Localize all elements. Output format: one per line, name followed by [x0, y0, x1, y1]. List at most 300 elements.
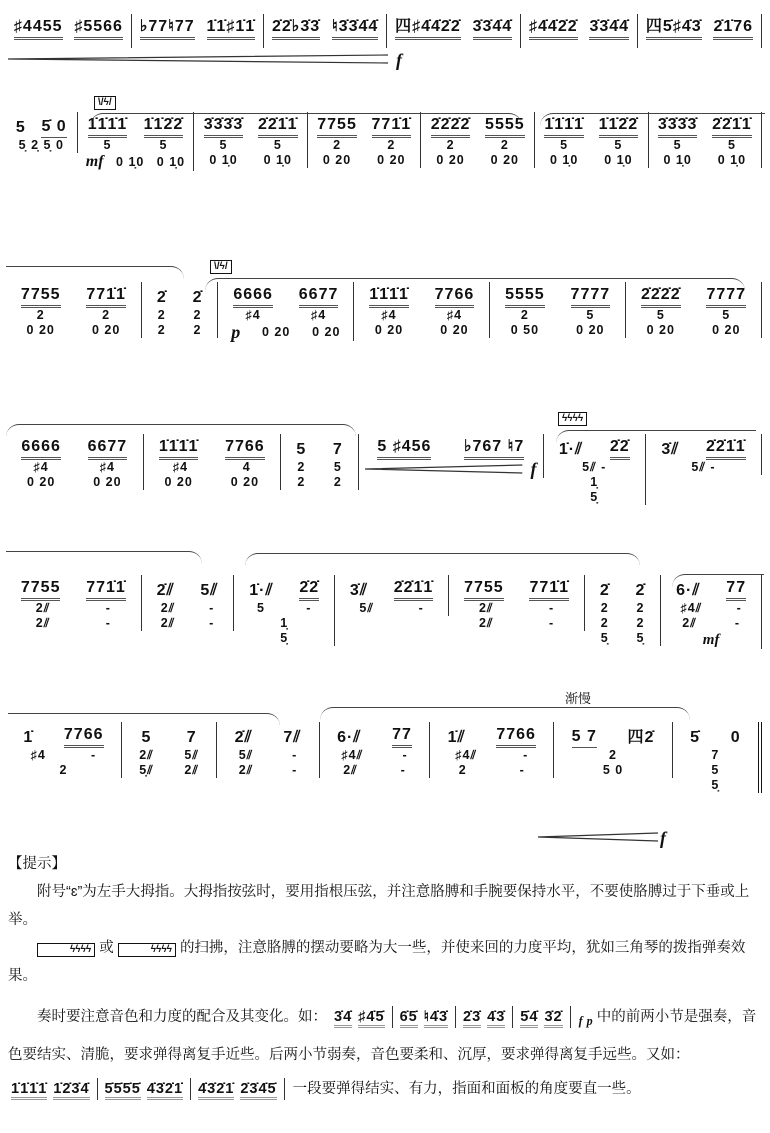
accompaniment-note: 2⫽ [139, 748, 154, 762]
measure [554, 722, 673, 778]
accompaniment-note: 0 1̣0 [604, 153, 633, 167]
measure [122, 722, 217, 778]
note-group: 77 [392, 726, 412, 748]
melody-row [341, 575, 442, 601]
accompaniment-row [560, 763, 666, 778]
melody-row [148, 282, 212, 308]
melody-row [138, 14, 257, 40]
measure [521, 14, 638, 48]
note-group: 7766 [64, 726, 104, 748]
note-group: ♯5566 [74, 18, 123, 40]
accompaniment-note: 0 20 [91, 323, 121, 337]
note-group: 2̇2̇2̇2̇ [641, 286, 681, 308]
tips-section [8, 850, 762, 1106]
accompaniment-note: 0 20 [712, 323, 741, 337]
accompaniment-row [287, 460, 352, 475]
accompaniment-note: ♯4 [310, 308, 327, 322]
accompaniment-note: - [523, 748, 529, 762]
note-group: 3̇3̇3̇3̇ [204, 116, 244, 138]
accompaniment-note: 2 [157, 323, 166, 337]
melody-row [644, 14, 755, 40]
accompaniment-row [150, 475, 275, 490]
melody-row [12, 14, 125, 40]
slur [6, 266, 184, 279]
note-group: 2̇2̇ [299, 579, 319, 601]
measure [6, 434, 144, 490]
note-group: 771̇1̇ [372, 116, 412, 138]
note-group: ♯4455 [14, 18, 63, 40]
accompaniment-row [240, 631, 328, 646]
accompaniment-note: 5 [722, 308, 731, 322]
accompaniment-note: 4 [242, 460, 251, 474]
melody-row [240, 575, 328, 601]
note-group: 7777 [571, 286, 611, 308]
dynamic-forte: f [660, 828, 666, 848]
accompaniment-note: - [418, 601, 424, 615]
note-group: 1̇1̇1̇1̇ [369, 286, 409, 308]
note-group: 1̇·⫽ [249, 582, 274, 599]
accompaniment-row [224, 323, 347, 341]
accompaniment-row [541, 138, 642, 153]
accompaniment-note: 2 [636, 616, 645, 630]
accompaniment-note: 2⫽ [238, 763, 254, 777]
accompaniment-note: 5̣ [590, 490, 599, 504]
note-group: 5 [15, 119, 26, 136]
note-group: 5555 [505, 286, 545, 308]
note-group: 771̇1̇ [86, 286, 126, 308]
note-group: 7 [186, 729, 197, 746]
accompaniment-note: 2 [600, 601, 609, 615]
note-group: 5̇ [690, 729, 701, 746]
accompaniment-note: 2⫽ [682, 616, 697, 630]
tip-sweep [8, 934, 762, 990]
melody-row [12, 282, 135, 308]
note-group: 6677 [88, 438, 128, 460]
accompaniment-note: - [734, 616, 740, 630]
accompaniment-note: 5 [656, 308, 665, 322]
example-note: ♮4̇3̇ [424, 1009, 448, 1028]
accompaniment-note: 5̣⫽ [139, 763, 154, 777]
example-dynamic-forte: f [578, 1013, 583, 1028]
melody-row [270, 14, 380, 40]
accompaniment-note: 2 [102, 308, 111, 322]
accompaniment-row [12, 763, 115, 778]
accompaniment-note: 0 20 [377, 153, 406, 167]
sweep-symbol-box: \/ϟ/ [94, 96, 116, 110]
note-group: 1̇⫽ [447, 729, 466, 746]
accompaniment-row [287, 475, 352, 490]
slur [320, 707, 690, 720]
tip-dynamics-text: 中的前两小节是强奏，音色要结实、清脆，要求弹得离复手近些。后两小节弱奏，音色要柔和、沉厚，要求弹得离复手远些。又如： [8, 1009, 757, 1063]
accompaniment-row [326, 748, 424, 763]
dynamic-forte: f [530, 459, 537, 479]
accompaniment-row [148, 308, 212, 323]
accompaniment-note: 2 [520, 308, 529, 322]
sweep-symbol-box: ϟϟϟϟ [558, 412, 587, 426]
slur [556, 430, 756, 443]
melody-row [560, 722, 666, 748]
note-group: 2̇2̇1̇1̇ [712, 116, 752, 138]
accompaniment-note: - [209, 601, 215, 615]
note-group: 6·⫽ [337, 729, 362, 746]
accompaniment-note: - [736, 601, 742, 615]
note-group: 7755 [317, 116, 357, 138]
example-note: 3̇2̇ [544, 1009, 562, 1028]
measure [430, 722, 554, 778]
accompaniment-row [550, 475, 640, 490]
example-note: 2̇3̇4̇5̇ [240, 1081, 276, 1100]
melody-row [436, 722, 547, 748]
accompaniment-note: ♯4⫽ [341, 748, 364, 762]
accompaniment-note: - [400, 763, 406, 777]
note-group: ♮3̇3̇4̇4̇ [332, 16, 378, 40]
accompaniment-row [679, 778, 752, 793]
note-group: 5 ♯456 [377, 438, 431, 460]
note-group: 2̇2̇1̇1̇ [258, 116, 298, 138]
note-group: 2̇ [635, 582, 646, 599]
note-group: 5 [141, 729, 152, 746]
melody-row [591, 575, 654, 601]
dynamic-mezzo-forte: mf [702, 632, 720, 648]
accompaniment-note: 5 [256, 601, 265, 615]
accompaniment-note: 5⫽ [359, 601, 374, 615]
slur [6, 424, 356, 437]
accompaniment-row [12, 601, 135, 616]
accompaniment-row [150, 460, 275, 475]
accompaniment-row [224, 308, 347, 323]
accompaniment-row [632, 323, 755, 338]
accompaniment-note: 2 [36, 308, 45, 322]
sweep-symbol-box: \/ϟ/ [210, 260, 232, 274]
example-note: ♯4̇5̇ [358, 1009, 384, 1028]
slur [540, 113, 765, 126]
note-group: 7766 [496, 726, 536, 748]
note-group: 1̇1̇1̇1̇ [159, 438, 199, 460]
note-group: 3̇⫽ [661, 441, 680, 458]
accompaniment-note: 0 20 [262, 324, 291, 339]
measure [144, 434, 282, 490]
accompaniment-note: - [292, 763, 298, 777]
accompaniment-note: - [292, 748, 298, 762]
accompaniment-note: ♯4 [99, 460, 115, 474]
accompaniment-note: 5 [614, 138, 623, 152]
melody-row [287, 434, 352, 460]
score-system [6, 14, 762, 48]
accompaniment-row [314, 138, 415, 153]
accompaniment-row [427, 138, 528, 153]
example-note: 5̇4̇ [520, 1009, 538, 1028]
accompaniment-note: 2 [609, 748, 617, 762]
barline [570, 1006, 571, 1028]
barline [97, 1078, 98, 1100]
accompaniment-row [341, 601, 442, 616]
accompaniment-row [541, 153, 642, 168]
accompaniment-row [223, 763, 312, 778]
slur [672, 574, 764, 587]
accompaniment-row [128, 748, 210, 763]
accompaniment-note: 2 [157, 308, 166, 322]
accompaniment-note: 0 20 [576, 323, 605, 337]
accompaniment-row [12, 475, 137, 490]
accompaniment-note: 2 [59, 763, 68, 777]
accompaniment-row [632, 308, 755, 323]
note-group: 1̇·⫽ [558, 441, 584, 458]
tip-dynamics [8, 1000, 762, 1106]
accompaniment-row [12, 323, 135, 338]
measure [359, 434, 543, 478]
accompaniment-note: 5 0 [602, 763, 624, 777]
example-note: 3̇4̇ [334, 1009, 352, 1028]
accompaniment-note: ♯4 [245, 308, 261, 322]
accompaniment-note: 5 [586, 308, 595, 322]
note-group: 5555 [485, 116, 525, 138]
note-group: 1̇1̇2̇2̇ [599, 116, 639, 138]
note-group: 四5̇♯4̇3̇ [646, 13, 702, 40]
note-group: 771̇1̇ [529, 579, 569, 601]
accompaniment-row [655, 153, 756, 168]
accompaniment-note: 0 20 [646, 323, 675, 337]
accompaniment-row [128, 763, 210, 778]
melody-row [12, 434, 137, 460]
accompaniment-note: 5̣ [280, 631, 289, 645]
accompaniment-row [655, 138, 756, 153]
accompaniment-note: ♯4⫽ [455, 748, 478, 762]
accompaniment-note: 5 [673, 138, 682, 152]
melody-row [679, 722, 752, 748]
accompaniment-row [496, 323, 619, 338]
accompaniment-note: 5̣ [636, 631, 645, 645]
accompaniment-note: 2⫽ [343, 763, 358, 777]
accompaniment-note: - [105, 616, 111, 630]
note-group: 6666 [21, 438, 61, 460]
accompaniment-note: 2 [193, 308, 202, 322]
tips-heading: 【提示】 [8, 856, 66, 872]
example-dynamic-piano: p [586, 1013, 593, 1028]
measure [234, 575, 335, 646]
tip-dynamics-end: 一段要弹得结实、有力，指面和面板的角度要直一些。 [292, 1080, 641, 1097]
example-note: 1̇2̇3̇4̇ [53, 1081, 89, 1100]
melody-row [393, 14, 514, 40]
accompaniment-note: 2 [446, 138, 455, 152]
accompaniment-row [12, 748, 115, 763]
accompaniment-note: ♯4 [172, 460, 189, 474]
accompaniment-note: 0 20 [164, 475, 193, 489]
accompaniment-note: 0 20 [490, 153, 520, 167]
accompaniment-note: 0 20 [26, 475, 56, 489]
accompaniment-note: 2 [193, 323, 202, 337]
accompaniment-row [12, 616, 135, 631]
note-group: 7755 [464, 579, 504, 601]
note-group: 7⫽ [283, 729, 302, 746]
accompaniment-row [223, 748, 312, 763]
accompaniment-row [455, 601, 578, 616]
accompaniment-note: ♯4 [381, 308, 397, 322]
note-group: 1̇1̇2̇2̇ [144, 116, 184, 138]
accompaniment-note: ♯4 [446, 308, 463, 322]
accompaniment-note: 2 [387, 138, 396, 152]
accompaniment-note: 0 20 [230, 475, 260, 489]
note-group: 四2̇ [627, 729, 655, 746]
slur [6, 551, 202, 564]
dynamics-row [365, 460, 536, 478]
accompaniment-row [360, 308, 483, 323]
example-note: 4̇3̇ [487, 1009, 505, 1028]
accompaniment-note: 5 [219, 138, 228, 152]
accompaniment-note: 5 [273, 138, 282, 152]
accompaniment-note: 2⫽ [184, 763, 199, 777]
measure [6, 722, 122, 778]
note-group: 5̇ 0 [41, 118, 66, 138]
accompaniment-note: 0 20 [436, 153, 465, 167]
note-group: 2̇2̇1̇1̇ [394, 579, 434, 601]
score-system [6, 722, 762, 793]
accompaniment-note: 2⫽ [160, 616, 176, 630]
crescendo-hairpin [8, 54, 388, 64]
accompaniment-note: 5 [159, 138, 168, 152]
accompaniment-row [360, 323, 483, 338]
accompaniment-row [667, 601, 755, 616]
accompaniment-note: 0 20 [93, 475, 122, 489]
accompaniment-note: 2⫽ [35, 616, 51, 630]
accompaniment-row [667, 616, 755, 631]
accompaniment-row [12, 460, 137, 475]
accompaniment-note: 0 1̣0 [116, 154, 145, 169]
accompaniment-row [550, 460, 640, 475]
note-group: 7755 [21, 286, 61, 308]
note-group: 7766 [435, 286, 475, 308]
note-group: 77 [726, 579, 746, 601]
accompaniment-note: 0 20 [322, 153, 352, 167]
measure [320, 722, 431, 778]
measure [6, 14, 132, 48]
melody-row [326, 722, 424, 748]
accompaniment-note: ♯4⫽ [680, 601, 703, 615]
accompaniment-note: - [519, 763, 525, 777]
accompaniment-row [560, 748, 666, 763]
accompaniment-note: 1̣ [590, 475, 599, 489]
accompaniment-row [455, 616, 578, 631]
crescendo-hairpin [365, 464, 522, 474]
accompaniment-row [591, 616, 654, 631]
note-group: 2̇2̇♭3̇3̇ [272, 16, 320, 40]
note-group: 7777 [706, 286, 746, 308]
note-group: ♭77♮77 [140, 16, 195, 40]
accompaniment-note: 1̣ [280, 616, 289, 630]
measure [6, 575, 142, 631]
accompaniment-row [679, 748, 752, 763]
accompaniment-note: 2 [500, 138, 509, 152]
accompaniment-note: 0 50 [510, 323, 540, 337]
note-group: 2̇⫽ [234, 729, 253, 746]
accompaniment-row [200, 138, 301, 153]
accompaniment-note: 5 [711, 763, 720, 777]
note-group: 7 [332, 441, 343, 458]
accompaniment-note: - [105, 601, 111, 615]
accompaniment-note: 2 [297, 460, 306, 474]
measure [6, 282, 142, 338]
slur [8, 713, 280, 726]
accompaniment-note: 0 1̣0 [263, 153, 292, 167]
measure [544, 434, 647, 505]
accompaniment-row [148, 323, 212, 338]
crescendo-hairpin [538, 832, 658, 842]
accompaniment-note: 0 20 [440, 323, 469, 337]
accompaniment-note: 0 1̣0 [717, 153, 747, 167]
note-group: 1̇ [23, 729, 34, 746]
melody-row [365, 434, 536, 460]
note-group: ♯4̇4̇2̇2̇ [529, 18, 578, 40]
barline [190, 1078, 191, 1100]
slur [90, 113, 522, 126]
accompaniment-row [436, 763, 547, 778]
measure [281, 434, 359, 490]
note-group: 6677 [299, 286, 339, 308]
tip-sweep-text: 的扫拂，注意胳膊的摆动要略为大一些，并使来回的力度平均，犹如三角琴的拨指弹奏效果。 [8, 940, 746, 984]
note-group: 2̇2̇2̇2̇ [431, 116, 471, 138]
accompaniment-row [148, 601, 228, 616]
dynamic-piano: p [231, 322, 241, 342]
note-group: 5 [296, 441, 307, 458]
note-group: 6·⫽ [676, 582, 701, 599]
tip-thumb: 附号“ɛ”为左手大拇指。大拇指按弦时，要用指根压弦，并注意胳膊和手腕要保持水平，不要使胳膊过于下垂或上举。 [8, 884, 750, 928]
accompaniment-note: - [549, 601, 555, 615]
accompaniment-row [496, 308, 619, 323]
accompaniment-note: 2⫽ [160, 601, 176, 615]
melody-row [150, 434, 275, 460]
example-note: 5̇5̇5̇5̇ [105, 1081, 141, 1100]
measure [6, 112, 78, 153]
accompaniment-row [84, 138, 188, 153]
accompaniment-note: 5⫽ [184, 748, 199, 762]
note-group: 2̇2̇1̇1̇ [706, 438, 746, 460]
measure [132, 14, 264, 48]
note-group: 6666 [233, 286, 273, 308]
accompaniment-note: 0 20 [312, 324, 341, 339]
accompaniment-note: 0 1̣0 [663, 153, 692, 167]
accompaniment-note: 5 [727, 138, 736, 152]
note-group: 3̇3̇3̇3̇ [658, 116, 698, 138]
melody-row [455, 575, 578, 601]
barline [284, 1078, 285, 1100]
barline [392, 1006, 393, 1028]
accompaniment-note: 0 1̣0 [156, 154, 186, 169]
accompaniment-note: 5⫽ [238, 748, 254, 762]
accompaniment-note: 5̣ [711, 778, 720, 792]
example-note: 1̇1̇1̇1̇ [11, 1081, 47, 1100]
note-group: 771̇1̇ [86, 579, 126, 601]
note-group: 5 7 [572, 728, 597, 748]
measure [387, 14, 521, 48]
accompaniment-row [84, 153, 188, 171]
accompaniment-note: 5̣ 2̣ 5̣ 0 [18, 138, 64, 152]
accompaniment-note: 2 [600, 616, 609, 630]
accompaniment-note: 2 [333, 475, 342, 489]
measure [449, 575, 585, 631]
note-group: 3̇3̇4̇4̇ [589, 18, 629, 40]
accompaniment-note: 5 [103, 138, 112, 152]
note-group: 5⫽ [200, 582, 219, 599]
accompaniment-note: 5⫽ - [691, 460, 716, 474]
melody-row [148, 575, 228, 601]
barline [512, 1006, 513, 1028]
accompaniment-note: 2 [297, 475, 306, 489]
measure [264, 14, 387, 48]
slur [205, 278, 745, 291]
accompaniment-row [240, 601, 328, 616]
measure [217, 722, 319, 778]
accompaniment-row [550, 490, 640, 505]
accompaniment-note: 2 [636, 601, 645, 615]
